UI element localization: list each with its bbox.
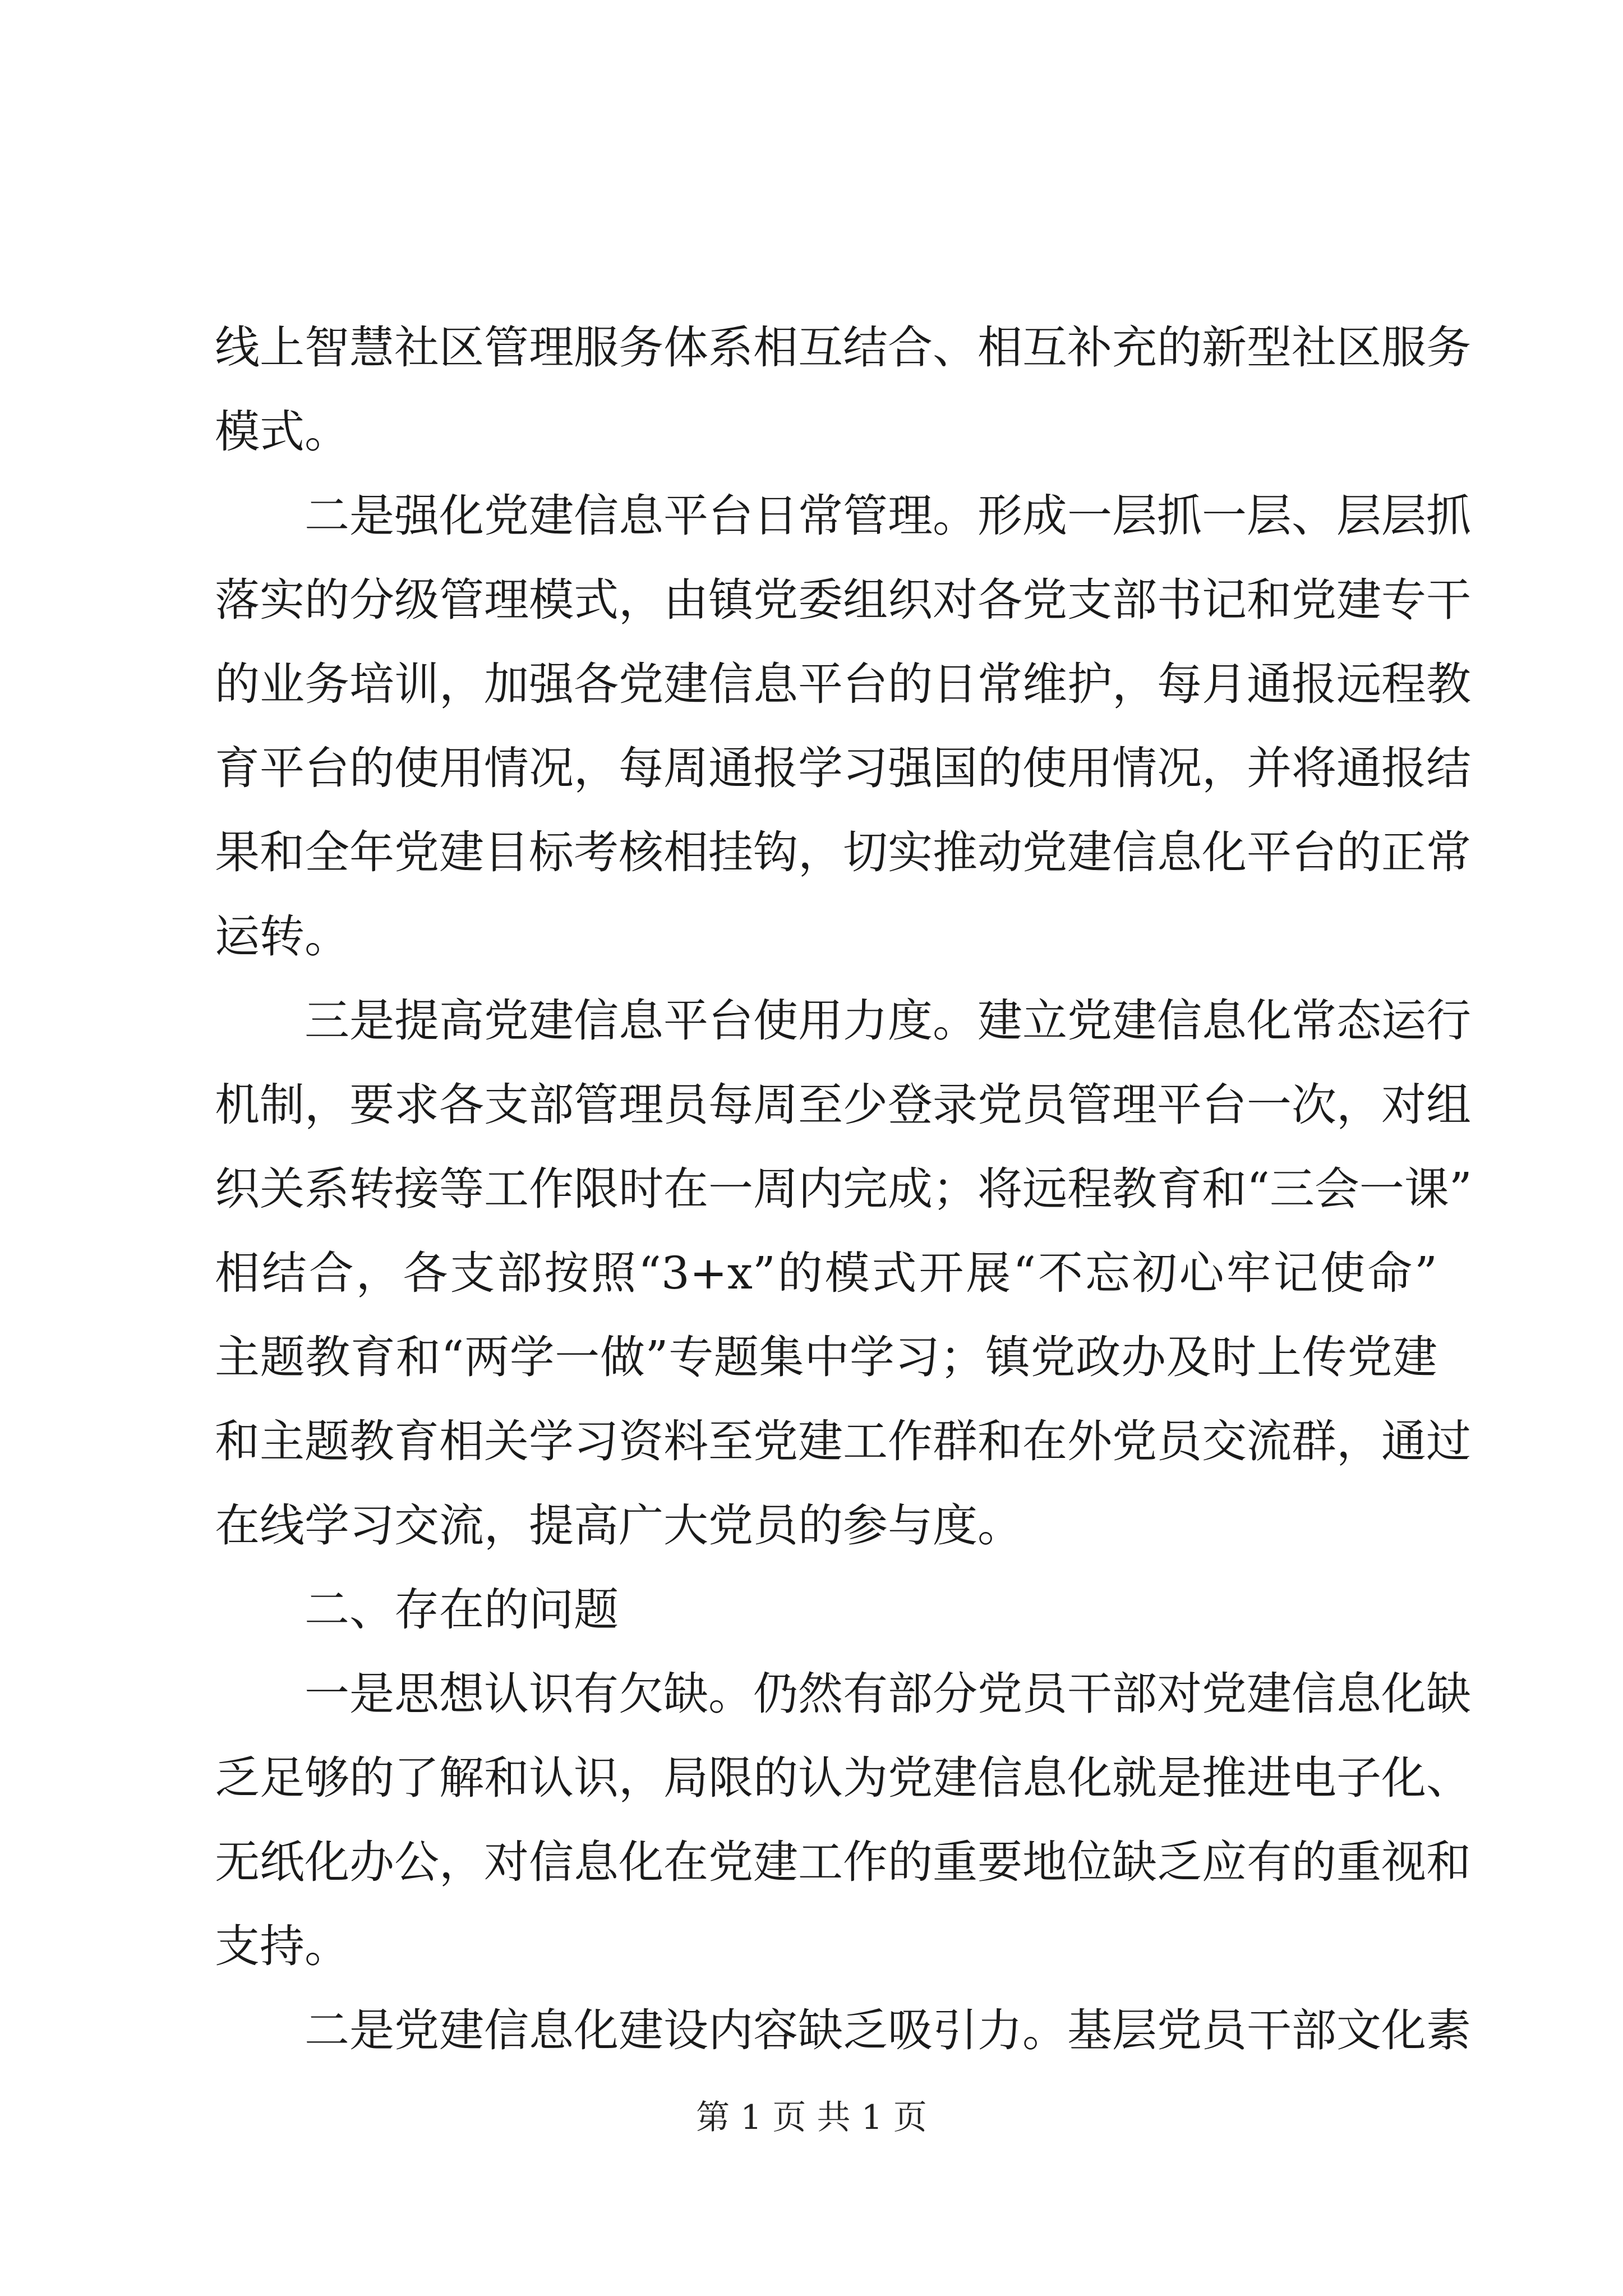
paragraph-start-line: 三是提高党建信息平台使用力度。建立党建信息化常态运行 [305,995,1471,1047]
text-line: 相结合，各支部按照“3+x”的模式开展“不忘初心牢记使命” [215,1247,1437,1299]
text-line: 果和全年党建目标考核相挂钩，切实推动党建信息化平台的正常 [215,826,1471,878]
text-line: 机制，要求各支部管理员每周至少登录党员管理平台一次，对组 [215,1079,1471,1131]
page-footer: 第 1 页 共 1 页 [696,2098,927,2137]
text-line: 在线学习交流，提高广大党员的参与度。 [215,1499,1022,1552]
text-line: 线上智慧社区管理服务体系相互结合、相互补充的新型社区服务 [215,321,1471,374]
text-line: 和主题教育相关学习资料至党建工作群和在外党员交流群，通过 [215,1415,1471,1467]
text-line: 运转。 [215,910,349,963]
section-heading: 二、存在的问题 [305,1584,619,1636]
text-line: 乏足够的了解和认识，局限的认为党建信息化就是推进电子化、 [215,1752,1471,1804]
paragraph-start-line: 一是思想认识有欠缺。仍然有部分党员干部对党建信息化缺 [305,1668,1471,1720]
paragraph-start-line: 二是强化党建信息平台日常管理。形成一层抓一层、层层抓 [305,490,1471,542]
text-line: 落实的分级管理模式，由镇党委组织对各党支部书记和党建专干 [215,574,1471,626]
paragraph-start-line: 二是党建信息化建设内容缺乏吸引力。基层党员干部文化素 [305,2004,1471,2056]
text-line: 织关系转接等工作限时在一周内完成；将远程教育和“三会一课” [215,1163,1472,1215]
text-line: 的业务培训，加强各党建信息平台的日常维护，每月通报远程教 [215,658,1471,710]
text-line: 育平台的使用情况，每周通报学习强国的使用情况，并将通报结 [215,742,1471,794]
text-line: 无纸化办公，对信息化在党建工作的重要地位缺乏应有的重视和 [215,1836,1471,1888]
text-line: 支持。 [215,1920,349,1972]
text-line: 主题教育和“两学一做”专题集中学习；镇党政办及时上传党建 [215,1331,1437,1383]
body-text [215,306,1472,2073]
text-line: 模式。 [215,406,349,458]
